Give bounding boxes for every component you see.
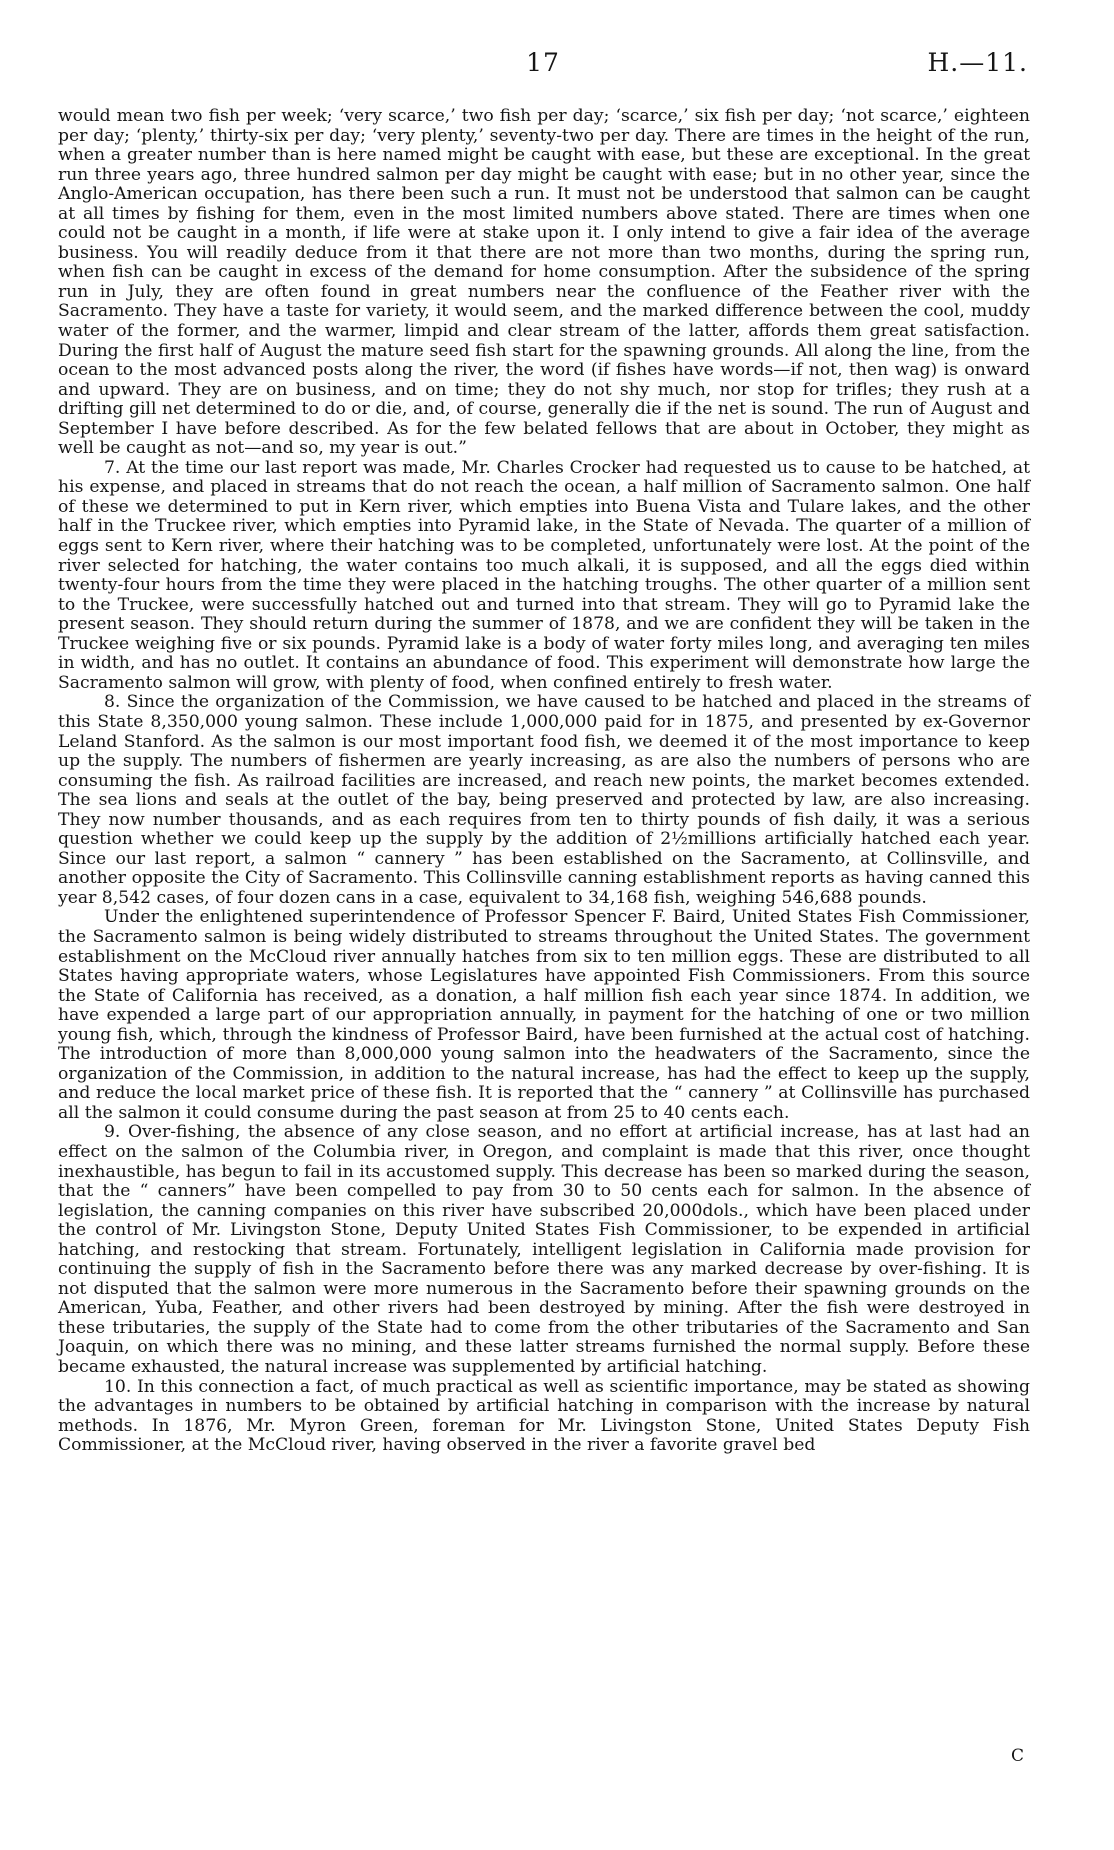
paragraph-baird: Under the enlightened superintendence of Professor Spencer F. Baird, United States Fish Commissioner, the Sacramento salmon is being widely distributed to streams throughout the United States. The government establishment on the McCloud river annually hatches from six to ten million eggs. These are distributed to all States having appropriate waters, whose Legislatures have appointed Fish Commissioners. From this source the State of California has received, as a donation, a half million fish each year since 1874. In addition, we have expended a large part of our appropriation annually, in payment for the hatching of one or two million young fish, which, through the kindness of Professor Baird, have been furnished at the actual cost of hatching. The introduction of more than 8,000,000 young salmon into the headwaters of the Sacramento, since the organization of the Commission, in addition to the natural increase, has had the effect to keep up the supply, and reduce the local market price of these fish. It is reported that the “ cannery ” at Collinsville has purchased all the salmon it could consume during the past season at from 25 to 40 cents each. <box>58 907 1030 1123</box>
page-number: 17 <box>526 48 560 77</box>
paragraph-10: 10. In this connection a fact, of much practical as well as scientific importance, may be stated as showing the advantages in numbers to be obtained by artificial hatching in comparison with the increase by natural methods. In 1876, Mr. Myron Green, foreman for Mr. Livingston Stone, United States Deputy Fish Commissioner, at the McCloud river, having observed in the river a favorite gravel bed <box>58 1376 1030 1456</box>
paragraph-continuation: would mean two fish per week; ‘very scarce,’ two fish per day; ‘scarce,’ six fish per day; ‘not scarce,’ eighteen per day; ‘plenty,’ thirty-six per day; ‘very plenty,’ seventy-two per day. There are times in the height of the run, when a greater number than is here named might be caught with ease, but these are exceptional. In the great run three years ago, three hundred salmon per day might be caught with ease; but in no other year, since the Anglo-American occupation, has there been such a run. It must not be understood that salmon can be caught at all times by fishing for them, even in the most limited numbers above stated. There are times when one could not be caught in a month, if life were at stake upon it. I only intend to give a fair idea of the average business. You will readily deduce from it that there are not more than two months, during the spring run, when fish can be caught in excess of the demand for home consumption. After the subsidence of the spring run in July, they are often found in great numbers near the confluence of the Feather river with the Sacramento. They have a taste for variety, it would seem, and the marked difference between the cool, muddy water of the former, and the warmer, limpid and clear stream of the latter, affords them great satisfaction. During the first half of August the mature seed fish start for the spawning grounds. All along the line, from the ocean to the most advanced posts along the river, the word (if fishes have words—if not, then wag) is onward and upward. They are on business, and on time; they do not shy much, nor stop for trifles; they rush at a drifting gill net determined to do or die, and, of course, generally die if the net is sound. The run of August and September I have before described. As for the few belated fellows that are about in October, they might as well be caught as not—and so, my year is out.” <box>58 106 1030 459</box>
signature-mark: C <box>1010 1746 1024 1766</box>
body-text <box>58 107 1030 1456</box>
paragraph-8: 8. Since the organization of the Commission, we have caused to be hatched and placed in the streams of this State 8,350,000 young salmon. These include 1,000,000 paid for in 1875, and presented by ex-Governor Leland Stanford. As the salmon is our most important food fish, we deemed it of the most importance to keep up the supply. The numbers of fishermen are yearly increasing, as are also the numbers of persons who are consuming the fish. As railroad facilities are increased, and reach new points, the market becomes extended. The sea lions and seals at the outlet of the bay, being preserved and protected by law, are also increasing. They now number thousands, and as each requires from ten to thirty pounds of fish daily, it was a serious question whether we could keep up the supply by the addition of 2½millions artificially hatched each year. Since our last report, a salmon “ cannery ” has been established on the Sacramento, at Collinsville, and another opposite the City of Sacramento. This Collinsville canning establishment reports as having canned this year 8,542 cases, of four dozen cans in a case, equivalent to 34,168 fish, weighing 546,688 pounds. <box>58 692 1030 908</box>
paragraph-7: 7. At the time our last report was made, Mr. Charles Crocker had requested us to cause to be hatched, at his expense, and placed in streams that do not reach the ocean, a half million of Sacramento salmon. One half of these we determined to put in Kern river, which empties into Buena Vista and Tulare lakes, and the other half in the Truckee river, which empties into Pyramid lake, in the State of Nevada. The quarter of a million of eggs sent to Kern river, where their hatching was to be completed, unfortunately were lost. At the point of the river selected for hatching, the water contains too much alkali, it is supposed, and all the eggs died within twenty-four hours from the time they were placed in the hatching troughs. The other quarter of a million sent to the Truckee, were successfully hatched out and turned into that stream. They will go to Pyramid lake the present season. They should return during the summer of 1878, and we are confident they will be taken in the Truckee weighing five or six pounds. Pyramid lake is a body of water forty miles long, and averaging ten miles in width, and has no outlet. It contains an abundance of food. This experiment will demonstrate how large the Sacramento salmon will grow, with plenty of food, when confined entirely to fresh water. <box>58 457 1030 693</box>
document-code: H.—11. <box>927 48 1028 77</box>
paragraph-9: 9. Over-fishing, the absence of any close season, and no effort at artificial increase, has at last had an effect on the salmon of the Columbia river, in Oregon, and complaint is made that this river, once thought inexhaustible, has begun to fail in its accustomed supply. This decrease has been so marked during the season, that the “ canners” have been compelled to pay from 30 to 50 cents each for salmon. In the absence of legislation, the canning companies on this river have subscribed 20,000dols., which have been placed under the control of Mr. Livingston Stone, Deputy United States Fish Commissioner, to be expended in artificial hatching, and restocking that stream. Fortunately, intelligent legislation in California made provision for continuing the supply of fish in the Sacramento before there was any marked decrease by over-fishing. It is not disputed that the salmon were more numerous in the Sacramento before their spawning grounds on the American, Yuba, Feather, and other rivers had been destroyed by mining. After the fish were destroyed in these tributaries, the supply of the State had to come from the other tributaries of the Sacramento and San Joaquin, on which there was no mining, and these latter streams furnished the normal supply. Before these became exhausted, the natural increase was supplemented by artificial hatching. <box>58 1122 1030 1377</box>
page-header <box>58 48 1028 84</box>
